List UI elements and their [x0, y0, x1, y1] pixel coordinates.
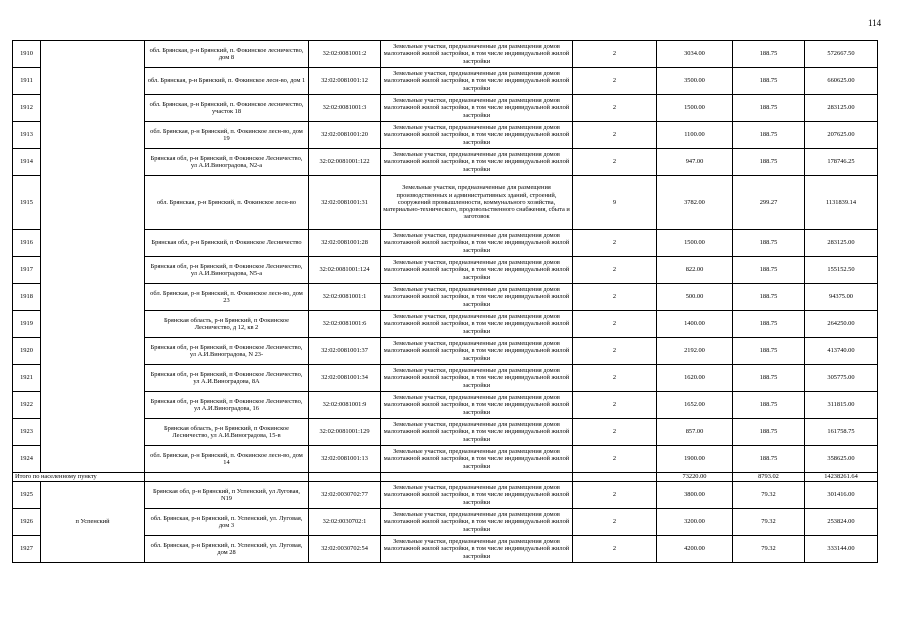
group-cell: 2	[573, 338, 657, 365]
area-cell: 500.00	[657, 284, 733, 311]
cadastral-value-cell: 333144.00	[805, 536, 878, 563]
group-cell: 2	[573, 311, 657, 338]
area-cell: 947.00	[657, 149, 733, 176]
cadastral-value-cell: 305775.00	[805, 365, 878, 392]
area-cell: 857.00	[657, 419, 733, 446]
cadastral-number-cell: 32:02:0081001:129	[309, 419, 381, 446]
land-use-cell: Земельные участки, предназначенные для размещения домов малоэтажной жилой застройки, в том числе индивидуальной жилой застройки	[381, 257, 573, 284]
address-cell: Брянская обл, р-н Брянский, п Фокинское Лесничество, ул А.И.Виноградова, N5-а	[145, 257, 309, 284]
group-cell: 2	[573, 257, 657, 284]
address-cell: Брянская обл, р-н Брянский, п Фокинское Лесничество, ул А.И.Виноградова, N 23-	[145, 338, 309, 365]
cadastral-number-cell: 32:02:0081001:20	[309, 122, 381, 149]
area-cell: 4200.00	[657, 536, 733, 563]
cadastral-value-cell: 94375.00	[805, 284, 878, 311]
specific-value-cell: 79.32	[733, 509, 805, 536]
land-use-cell: Земельные участки, предназначенные для размещения домов малоэтажной жилой застройки, в том числе индивидуальной жилой застройки	[381, 68, 573, 95]
specific-value-cell: 188.75	[733, 68, 805, 95]
address-cell: обл. Брянская, р-н Брянский, п. Фокинское лесн-во	[145, 176, 309, 230]
group-cell: 2	[573, 419, 657, 446]
land-use-cell: Земельные участки, предназначенные для размещения домов малоэтажной жилой застройки, в том числе индивидуальной жилой застройки	[381, 311, 573, 338]
specific-value-cell: 188.75	[733, 257, 805, 284]
group-cell: 2	[573, 95, 657, 122]
row-number: 1923	[13, 419, 41, 446]
cadastral-value-table	[12, 40, 878, 563]
cadastral-number-cell: 32:02:0081001:122	[309, 149, 381, 176]
group-cell: 2	[573, 284, 657, 311]
land-use-cell: Земельные участки, предназначенные для размещения домов малоэтажной жилой застройки, в том числе индивидуальной жилой застройки	[381, 509, 573, 536]
row-number: 1920	[13, 338, 41, 365]
specific-value-cell: 188.75	[733, 365, 805, 392]
cadastral-number-cell: 32:02:0081001:28	[309, 230, 381, 257]
area-cell: 3200.00	[657, 509, 733, 536]
area-cell: 3500.00	[657, 68, 733, 95]
area-cell: 3782.00	[657, 176, 733, 230]
land-use-cell: Земельные участки, предназначенные для размещения домов малоэтажной жилой застройки, в том числе индивидуальной жилой застройки	[381, 482, 573, 509]
area-cell: 3034.00	[657, 41, 733, 68]
specific-value-cell: 188.75	[733, 95, 805, 122]
land-use-cell: Земельные участки, предназначенные для размещения домов малоэтажной жилой застройки, в том числе индивидуальной жилой застройки	[381, 338, 573, 365]
row-number: 1921	[13, 365, 41, 392]
group-cell: 2	[573, 149, 657, 176]
empty-cell	[145, 473, 309, 482]
cadastral-value-cell: 311815.00	[805, 392, 878, 419]
cadastral-value-cell: 572667.50	[805, 41, 878, 68]
cadastral-value-cell: 253824.00	[805, 509, 878, 536]
cadastral-number-cell: 32:02:0081001:37	[309, 338, 381, 365]
land-use-cell: Земельные участки, предназначенные для размещения домов малоэтажной жилой застройки, в том числе индивидуальной жилой застройки	[381, 446, 573, 473]
group-cell: 2	[573, 230, 657, 257]
cadastral-number-cell: 32:02:0081001:13	[309, 446, 381, 473]
land-use-cell: Земельные участки, предназначенные для размещения домов малоэтажной жилой застройки, в том числе индивидуальной жилой застройки	[381, 95, 573, 122]
area-cell: 2192.00	[657, 338, 733, 365]
cadastral-number-cell: 32:02:0081001:6	[309, 311, 381, 338]
cadastral-number-cell: 32:02:0081001:124	[309, 257, 381, 284]
area-cell: 1652.00	[657, 392, 733, 419]
settlement-cell: п Успенский	[41, 482, 145, 563]
cadastral-number-cell: 32:02:0081001:9	[309, 392, 381, 419]
cadastral-value-cell: 178746.25	[805, 149, 878, 176]
specific-value-cell: 188.75	[733, 284, 805, 311]
row-number: 1925	[13, 482, 41, 509]
address-cell: обл. Брянская, р-н Брянский, п. Фокинское лесн-во, дом 1	[145, 68, 309, 95]
row-number: 1917	[13, 257, 41, 284]
address-cell: Брянская обл, р-н Брянский, п Успенский, ул Луговая, N19	[145, 482, 309, 509]
cadastral-value-cell: 264250.00	[805, 311, 878, 338]
row-number: 1926	[13, 509, 41, 536]
specific-value-cell: 188.75	[733, 230, 805, 257]
specific-value-cell: 188.75	[733, 446, 805, 473]
area-cell: 1400.00	[657, 311, 733, 338]
land-use-cell: Земельные участки, предназначенные для размещения домов малоэтажной жилой застройки, в том числе индивидуальной жилой застройки	[381, 230, 573, 257]
settlement-cell	[41, 41, 145, 473]
cadastral-number-cell: 32:02:0030702:54	[309, 536, 381, 563]
address-cell: Брянская область, р-н Брянский, п Фокинское Лесничество, ул А.И.Виноградова, 15-в	[145, 419, 309, 446]
address-cell: обл. Брянская, р-н Брянский, п. Фокинское лесничество, дом 8	[145, 41, 309, 68]
land-use-cell: Земельные участки, предназначенные для размещения домов малоэтажной жилой застройки, в том числе индивидуальной жилой застройки	[381, 41, 573, 68]
specific-value-cell: 188.75	[733, 41, 805, 68]
specific-value-cell: 188.75	[733, 419, 805, 446]
cadastral-number-cell: 32:02:0030702:77	[309, 482, 381, 509]
area-cell: 1100.00	[657, 122, 733, 149]
group-cell: 2	[573, 122, 657, 149]
specific-value-cell: 299.27	[733, 176, 805, 230]
address-cell: обл. Брянская, р-н Брянский, п. Успенский, ул. Луговая, дом 28	[145, 536, 309, 563]
cadastral-value-cell: 207625.00	[805, 122, 878, 149]
group-cell: 2	[573, 392, 657, 419]
total-row	[13, 473, 878, 482]
specific-value-cell: 188.75	[733, 311, 805, 338]
address-cell: обл. Брянская, р-н Брянский, п. Фокинское лесн-во, дом 23	[145, 284, 309, 311]
total-label: Итого по населенному пункту	[13, 473, 145, 482]
cadastral-value-cell: 413740.00	[805, 338, 878, 365]
area-cell: 1620.00	[657, 365, 733, 392]
group-cell: 9	[573, 176, 657, 230]
land-use-cell: Земельные участки, предназначенные для размещения домов малоэтажной жилой застройки, в том числе индивидуальной жилой застройки	[381, 284, 573, 311]
table-row	[13, 41, 878, 68]
empty-cell	[381, 473, 573, 482]
land-use-cell: Земельные участки, предназначенные для размещения домов малоэтажной жилой застройки, в том числе индивидуальной жилой застройки	[381, 149, 573, 176]
address-cell: Брянская область, р-н Брянский, п Фокинское Лесничество, д 12, кв 2	[145, 311, 309, 338]
row-number: 1927	[13, 536, 41, 563]
cadastral-number-cell: 32:02:0081001:3	[309, 95, 381, 122]
row-number: 1922	[13, 392, 41, 419]
specific-value-cell: 188.75	[733, 392, 805, 419]
area-cell: 1500.00	[657, 95, 733, 122]
land-use-cell: Земельные участки, предназначенные для размещения производственных и административных зданий, строений, сооружений промышленности, коммунального хозяйства, материально-технического, продовольственного снабжения, сбыта и заготовок	[381, 176, 573, 230]
address-cell: обл. Брянская, р-н Брянский, п. Фокинское лесничество, участок 18	[145, 95, 309, 122]
address-cell: обл. Брянская, р-н Брянский, п. Успенский, ул. Луговая, дом 3	[145, 509, 309, 536]
row-number: 1918	[13, 284, 41, 311]
row-number: 1924	[13, 446, 41, 473]
page-number: 114	[868, 18, 882, 28]
group-cell: 2	[573, 68, 657, 95]
total-area: 73220.00	[657, 473, 733, 482]
cadastral-value-cell: 358625.00	[805, 446, 878, 473]
land-use-cell: Земельные участки, предназначенные для размещения домов малоэтажной жилой застройки, в том числе индивидуальной жилой застройки	[381, 365, 573, 392]
address-cell: Брянская обл, р-н Брянский, п Фокинское Лесничество	[145, 230, 309, 257]
empty-cell	[573, 473, 657, 482]
cadastral-value-cell: 301416.00	[805, 482, 878, 509]
address-cell: обл. Брянская, р-н Брянский, п. Фокинское лесн-во, дом 14	[145, 446, 309, 473]
cadastral-number-cell: 32:02:0081001:1	[309, 284, 381, 311]
row-number: 1919	[13, 311, 41, 338]
area-cell: 1900.00	[657, 446, 733, 473]
table-body	[13, 41, 878, 563]
total-specific-value: 8793.02	[733, 473, 805, 482]
address-cell: обл. Брянская, р-н Брянский, п. Фокинское лесн-во, дом 19	[145, 122, 309, 149]
cadastral-value-cell: 660625.00	[805, 68, 878, 95]
cadastral-number-cell: 32:02:0081001:34	[309, 365, 381, 392]
land-use-cell: Земельные участки, предназначенные для размещения домов малоэтажной жилой застройки, в том числе индивидуальной жилой застройки	[381, 122, 573, 149]
specific-value-cell: 188.75	[733, 149, 805, 176]
cadastral-value-cell: 155152.50	[805, 257, 878, 284]
cadastral-value-cell: 1131839.14	[805, 176, 878, 230]
specific-value-cell: 79.32	[733, 536, 805, 563]
row-number: 1912	[13, 95, 41, 122]
row-number: 1916	[13, 230, 41, 257]
specific-value-cell: 79.32	[733, 482, 805, 509]
cadastral-value-cell: 283125.00	[805, 230, 878, 257]
cadastral-number-cell: 32:02:0030702:1	[309, 509, 381, 536]
row-number: 1915	[13, 176, 41, 230]
cadastral-number-cell: 32:02:0081001:12	[309, 68, 381, 95]
address-cell: Брянская обл, р-н Брянский, п Фокинское Лесничество, ул А.И.Виноградова, 16	[145, 392, 309, 419]
group-cell: 2	[573, 41, 657, 68]
group-cell: 2	[573, 509, 657, 536]
empty-cell	[309, 473, 381, 482]
specific-value-cell: 188.75	[733, 338, 805, 365]
group-cell: 2	[573, 365, 657, 392]
group-cell: 2	[573, 482, 657, 509]
specific-value-cell: 188.75	[733, 122, 805, 149]
total-cadastral-value: 14238261.64	[805, 473, 878, 482]
cadastral-number-cell: 32:02:0081001:2	[309, 41, 381, 68]
area-cell: 3800.00	[657, 482, 733, 509]
land-use-cell: Земельные участки, предназначенные для размещения домов малоэтажной жилой застройки, в том числе индивидуальной жилой застройки	[381, 392, 573, 419]
group-cell: 2	[573, 446, 657, 473]
group-cell: 2	[573, 536, 657, 563]
area-cell: 822.00	[657, 257, 733, 284]
row-number: 1911	[13, 68, 41, 95]
row-number: 1913	[13, 122, 41, 149]
area-cell: 1500.00	[657, 230, 733, 257]
row-number: 1914	[13, 149, 41, 176]
land-use-cell: Земельные участки, предназначенные для размещения домов малоэтажной жилой застройки, в том числе индивидуальной жилой застройки	[381, 536, 573, 563]
cadastral-value-cell: 161758.75	[805, 419, 878, 446]
address-cell: Брянская обл, р-н Брянский, п Фокинское Лесничество, ул А.И.Виноградова, N2-а	[145, 149, 309, 176]
cadastral-number-cell: 32:02:0081001:31	[309, 176, 381, 230]
cadastral-value-cell: 283125.00	[805, 95, 878, 122]
table-row	[13, 482, 878, 509]
land-use-cell: Земельные участки, предназначенные для размещения домов малоэтажной жилой застройки, в том числе индивидуальной жилой застройки	[381, 419, 573, 446]
address-cell: Брянская обл, р-н Брянский, п Фокинское Лесничество, ул А.И.Виноградова, 8А	[145, 365, 309, 392]
row-number: 1910	[13, 41, 41, 68]
